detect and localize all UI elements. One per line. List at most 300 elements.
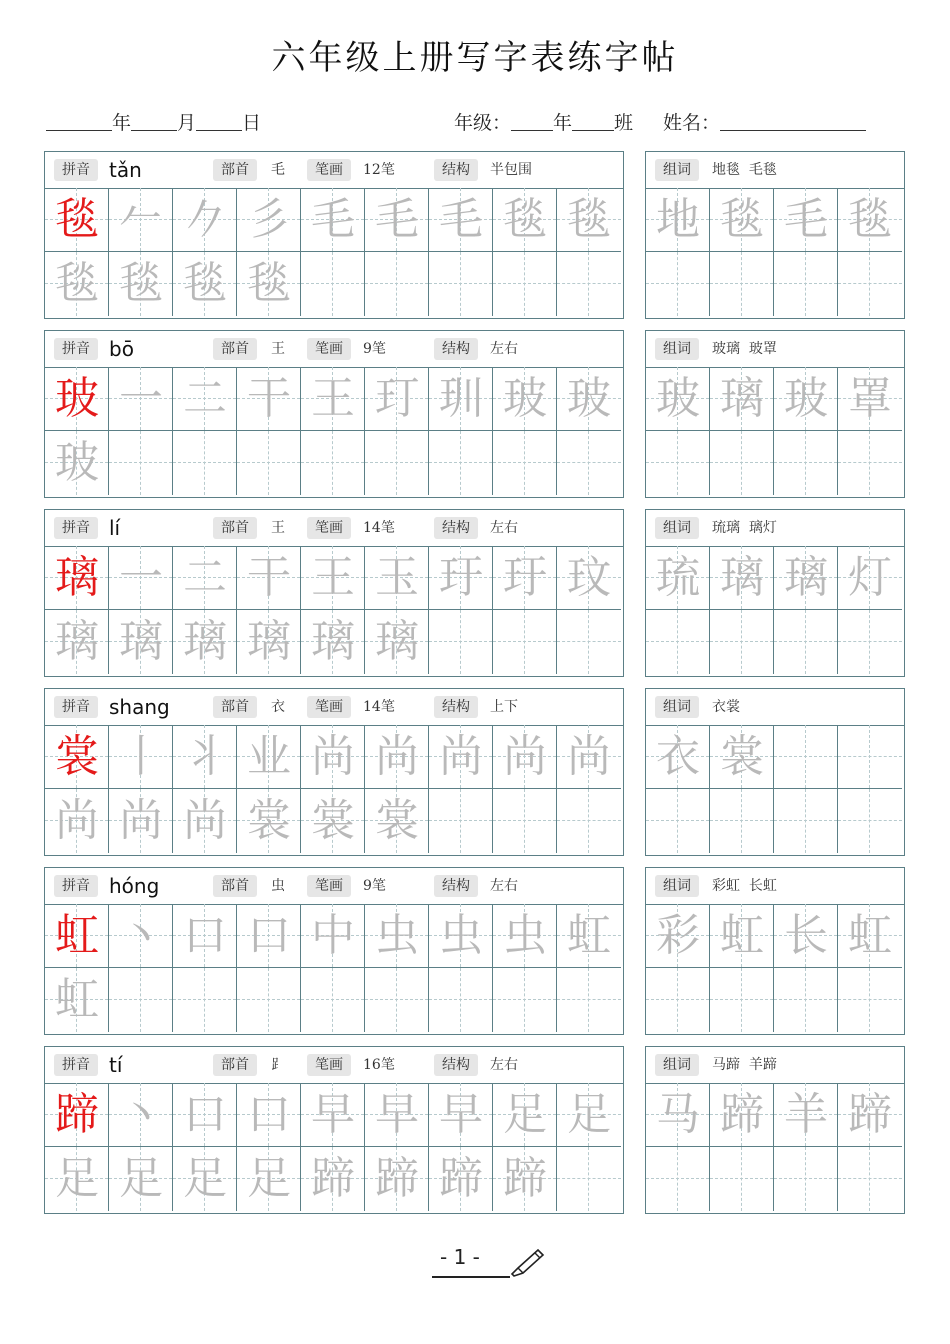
practice-cell[interactable]	[109, 789, 173, 853]
structure-value: 左右	[490, 1057, 518, 1073]
word-character: 蹄	[720, 1089, 764, 1140]
practice-cell[interactable]	[429, 1083, 493, 1147]
model-character-cell[interactable]	[45, 904, 109, 968]
words-tag: 组词	[655, 696, 699, 718]
words-value: 玻璃 玻罩	[712, 341, 777, 357]
practice-cell[interactable]	[365, 610, 429, 674]
practice-cell[interactable]	[301, 610, 365, 674]
word-practice-cell[interactable]	[710, 431, 774, 495]
practice-cell[interactable]	[365, 725, 429, 789]
word-practice-cell[interactable]	[838, 546, 902, 610]
practice-cell[interactable]	[493, 252, 557, 316]
model-character-cell[interactable]	[45, 1083, 109, 1147]
practice-cell[interactable]	[493, 725, 557, 789]
word-block	[645, 330, 905, 498]
stroke-step-character: 早	[375, 1089, 419, 1140]
character-info-bar	[45, 510, 623, 547]
practice-cell[interactable]	[45, 1147, 109, 1211]
practice-cell[interactable]	[237, 610, 301, 674]
practice-cell[interactable]	[173, 367, 237, 431]
stroke-step-character: 早	[439, 1089, 483, 1140]
stroke-step-character: 早	[311, 1089, 355, 1140]
word-character: 长	[784, 910, 828, 961]
word-character: 毛	[784, 194, 828, 245]
stroke-step-character: 虫	[503, 910, 547, 961]
practice-cell[interactable]	[493, 431, 557, 495]
word-character: 羊	[784, 1089, 828, 1140]
word-practice-cell[interactable]	[838, 1147, 902, 1211]
stroke-step-character: 毯	[55, 258, 99, 309]
word-block	[645, 688, 905, 856]
practice-cell[interactable]	[301, 789, 365, 853]
class-blank[interactable]	[572, 112, 614, 131]
word-practice-cell[interactable]	[774, 1147, 838, 1211]
practice-cell[interactable]	[301, 904, 365, 968]
practice-cell[interactable]	[365, 252, 429, 316]
word-practice-cell[interactable]	[838, 431, 902, 495]
model-character-cell[interactable]	[45, 546, 109, 610]
practice-cell[interactable]	[365, 968, 429, 1032]
word-character: 毯	[848, 194, 892, 245]
stroke-step-character: 毯	[567, 194, 611, 245]
word-practice-cell[interactable]	[710, 610, 774, 674]
page-number-underline	[432, 1276, 510, 1278]
practice-cell[interactable]	[557, 546, 621, 610]
practice-cell[interactable]	[493, 1147, 557, 1211]
practice-cell[interactable]	[301, 188, 365, 252]
structure-tag: 结构	[434, 696, 478, 718]
word-practice-cell[interactable]	[646, 1083, 710, 1147]
word-character: 地	[656, 194, 700, 245]
pinyin-tag: 拼音	[54, 1054, 98, 1076]
word-character: 玻	[656, 373, 700, 424]
practice-cell[interactable]	[301, 367, 365, 431]
word-info-bar	[646, 510, 904, 547]
practice-cell[interactable]	[237, 789, 301, 853]
stroke-step-character: 玔	[439, 373, 483, 424]
word-practice-cell[interactable]	[710, 968, 774, 1032]
word-practice-cell[interactable]	[838, 904, 902, 968]
stroke-step-character: 口	[183, 1089, 227, 1140]
word-practice-cell[interactable]	[838, 188, 902, 252]
stroke-step-character: 玻	[567, 373, 611, 424]
pinyin-tag: 拼音	[54, 696, 98, 718]
name-blank[interactable]	[720, 112, 866, 131]
word-practice-cell[interactable]	[646, 789, 710, 853]
word-practice-cell[interactable]	[646, 188, 710, 252]
practice-cell[interactable]	[557, 367, 621, 431]
practice-cell[interactable]	[109, 610, 173, 674]
character-block	[44, 688, 624, 856]
word-practice-cell[interactable]	[646, 725, 710, 789]
character-info-bar	[45, 1047, 623, 1084]
practice-cell[interactable]	[109, 546, 173, 610]
practice-cell[interactable]	[429, 904, 493, 968]
practice-cell[interactable]	[429, 188, 493, 252]
practice-cell[interactable]	[429, 725, 493, 789]
year-label: 年	[112, 112, 132, 134]
practice-cell[interactable]	[173, 431, 237, 495]
word-practice-cell[interactable]	[838, 968, 902, 1032]
stroke-step-character: 口	[183, 910, 227, 961]
practice-cell[interactable]	[365, 904, 429, 968]
practice-cell[interactable]	[429, 968, 493, 1032]
stroke-step-character: 口	[247, 910, 291, 961]
practice-cell[interactable]	[45, 968, 109, 1032]
practice-cell[interactable]	[173, 789, 237, 853]
stroke-step-character: 𠂊	[183, 194, 227, 245]
strokes-tag: 笔画	[307, 159, 351, 181]
practice-cell[interactable]	[493, 789, 557, 853]
stroke-step-character: 璃	[183, 616, 227, 667]
word-practice-cell[interactable]	[710, 725, 774, 789]
practice-cell[interactable]	[237, 252, 301, 316]
strokes-value: 12笔	[363, 162, 395, 178]
practice-cell[interactable]	[301, 968, 365, 1032]
word-practice-cell[interactable]	[774, 367, 838, 431]
word-practice-cell[interactable]	[774, 725, 838, 789]
stroke-step-character: 毛	[439, 194, 483, 245]
stroke-step-character: 丬	[183, 731, 227, 782]
character-info-bar	[45, 331, 623, 368]
practice-cell[interactable]	[109, 725, 173, 789]
word-character: 裳	[720, 731, 764, 782]
model-character-cell[interactable]	[45, 367, 109, 431]
word-character: 虹	[720, 910, 764, 961]
pinyin-tag: 拼音	[54, 159, 98, 181]
stroke-step-character: 璃	[247, 616, 291, 667]
practice-cell[interactable]	[301, 1147, 365, 1211]
stroke-step-character: 尚	[119, 795, 163, 846]
word-practice-cell[interactable]	[710, 789, 774, 853]
word-practice-cell[interactable]	[710, 904, 774, 968]
practice-cell[interactable]	[109, 188, 173, 252]
practice-cell[interactable]	[429, 252, 493, 316]
word-info-bar	[646, 689, 904, 726]
practice-cell[interactable]	[557, 904, 621, 968]
structure-tag: 结构	[434, 338, 478, 360]
radical-value: 王	[271, 520, 285, 536]
word-info-bar	[646, 331, 904, 368]
practice-cell[interactable]	[429, 789, 493, 853]
stroke-step-character: 丨	[119, 731, 163, 782]
words-value: 琉璃 璃灯	[712, 520, 777, 536]
stroke-step-character: 尚	[55, 795, 99, 846]
word-practice-cell[interactable]	[710, 1083, 774, 1147]
strokes-tag: 笔画	[307, 1054, 351, 1076]
practice-cell[interactable]	[237, 367, 301, 431]
practice-cell[interactable]	[237, 1147, 301, 1211]
stroke-step-character: 业	[247, 731, 291, 782]
word-practice-cell[interactable]	[774, 1083, 838, 1147]
structure-tag: 结构	[434, 159, 478, 181]
words-tag: 组词	[655, 875, 699, 897]
radical-value: 虫	[271, 878, 285, 894]
stroke-step-character: 一	[119, 552, 163, 603]
practice-cell[interactable]	[301, 252, 365, 316]
word-practice-cell[interactable]	[646, 904, 710, 968]
word-character: 璃	[720, 373, 764, 424]
practice-cell[interactable]	[173, 252, 237, 316]
word-character: 璃	[720, 552, 764, 603]
stroke-step-character: 尚	[439, 731, 483, 782]
month-label: 月	[177, 112, 197, 134]
practice-cell[interactable]	[237, 904, 301, 968]
pen-icon	[508, 1248, 546, 1282]
practice-cell[interactable]	[173, 188, 237, 252]
model-character-cell[interactable]	[45, 188, 109, 252]
stroke-step-character: 丶	[119, 910, 163, 961]
practice-cell[interactable]	[173, 1147, 237, 1211]
model-character-cell[interactable]	[45, 725, 109, 789]
pinyin-value: lí	[109, 516, 121, 540]
practice-cell[interactable]	[301, 1083, 365, 1147]
model-character: 璃	[55, 552, 99, 603]
word-character: 灯	[848, 552, 892, 603]
word-info-bar	[646, 868, 904, 905]
practice-cell[interactable]	[301, 431, 365, 495]
word-practice-cell[interactable]	[838, 252, 902, 316]
stroke-step-character: 璃	[119, 616, 163, 667]
word-practice-cell[interactable]	[838, 610, 902, 674]
stroke-step-character: 二	[183, 552, 227, 603]
practice-cell[interactable]	[557, 188, 621, 252]
words-tag: 组词	[655, 1054, 699, 1076]
practice-cell[interactable]	[237, 1083, 301, 1147]
word-practice-cell[interactable]	[646, 610, 710, 674]
practice-cell[interactable]	[557, 789, 621, 853]
stroke-step-character: 蹄	[503, 1153, 547, 1204]
stroke-step-character: 裳	[311, 795, 355, 846]
practice-cell[interactable]	[365, 1083, 429, 1147]
grade-year-label: 年	[553, 112, 573, 134]
word-practice-cell[interactable]	[710, 546, 774, 610]
page-title: 六年级上册写字表练字帖	[271, 38, 679, 78]
practice-cell[interactable]	[429, 431, 493, 495]
word-practice-cell[interactable]	[774, 789, 838, 853]
practice-cell[interactable]	[493, 904, 557, 968]
stroke-step-character: 足	[503, 1089, 547, 1140]
stroke-step-character: 蹄	[375, 1153, 419, 1204]
word-practice-cell[interactable]	[774, 546, 838, 610]
character-info-bar	[45, 152, 623, 189]
word-practice-cell[interactable]	[710, 188, 774, 252]
word-practice-cell[interactable]	[774, 968, 838, 1032]
word-practice-cell[interactable]	[646, 367, 710, 431]
stroke-step-character: 玉	[375, 552, 419, 603]
structure-value: 左右	[490, 341, 518, 357]
practice-cell[interactable]	[173, 968, 237, 1032]
practice-cell[interactable]	[109, 431, 173, 495]
practice-cell[interactable]	[237, 431, 301, 495]
practice-cell[interactable]	[109, 252, 173, 316]
practice-cell[interactable]	[493, 968, 557, 1032]
grade-label: 年级：	[454, 112, 512, 134]
year-blank[interactable]	[46, 112, 112, 131]
practice-cell[interactable]	[301, 546, 365, 610]
word-character: 蹄	[848, 1089, 892, 1140]
word-practice-cell[interactable]	[646, 968, 710, 1032]
stroke-step-character: 玻	[55, 437, 99, 488]
practice-cell[interactable]	[109, 1147, 173, 1211]
practice-cell[interactable]	[493, 188, 557, 252]
word-practice-cell[interactable]	[838, 725, 902, 789]
practice-cell[interactable]	[429, 546, 493, 610]
word-practice-cell[interactable]	[838, 367, 902, 431]
radical-tag: 部首	[213, 696, 257, 718]
strokes-value: 14笔	[363, 520, 395, 536]
page-number: - 1 -	[440, 1245, 480, 1269]
model-character: 毯	[55, 194, 99, 245]
practice-cell[interactable]	[365, 367, 429, 431]
practice-cell[interactable]	[173, 610, 237, 674]
structure-value: 左右	[490, 520, 518, 536]
word-practice-cell[interactable]	[774, 904, 838, 968]
practice-cell[interactable]	[237, 546, 301, 610]
stroke-step-character: 毛	[375, 194, 419, 245]
character-block	[44, 867, 624, 1035]
practice-cell[interactable]	[557, 610, 621, 674]
practice-cell[interactable]	[365, 546, 429, 610]
word-character: 马	[656, 1089, 700, 1140]
practice-cell[interactable]	[557, 968, 621, 1032]
practice-cell[interactable]	[109, 367, 173, 431]
stroke-step-character: 足	[55, 1153, 99, 1204]
pinyin-value: hóng	[109, 874, 160, 898]
word-practice-cell[interactable]	[774, 431, 838, 495]
practice-cell[interactable]	[557, 1083, 621, 1147]
practice-cell[interactable]	[237, 725, 301, 789]
practice-cell[interactable]	[429, 1147, 493, 1211]
stroke-step-character: 玗	[439, 552, 483, 603]
radical-tag: 部首	[213, 338, 257, 360]
practice-cell[interactable]	[45, 789, 109, 853]
word-practice-cell[interactable]	[838, 1083, 902, 1147]
stroke-step-character: 璃	[55, 616, 99, 667]
stroke-step-character: 尚	[311, 731, 355, 782]
stroke-step-character: 尚	[567, 731, 611, 782]
words-value: 地毯 毛毯	[712, 162, 777, 178]
day-blank[interactable]	[196, 112, 242, 131]
model-character: 玻	[55, 373, 99, 424]
word-character: 虹	[848, 910, 892, 961]
word-practice-cell[interactable]	[710, 1147, 774, 1211]
pinyin-tag: 拼音	[54, 338, 98, 360]
word-info-bar	[646, 1047, 904, 1084]
word-practice-cell[interactable]	[646, 546, 710, 610]
character-block	[44, 509, 624, 677]
stroke-step-character: 干	[247, 552, 291, 603]
structure-tag: 结构	[434, 1054, 478, 1076]
word-practice-cell[interactable]	[774, 610, 838, 674]
practice-cell[interactable]	[109, 968, 173, 1032]
practice-cell[interactable]	[301, 725, 365, 789]
word-practice-cell[interactable]	[838, 789, 902, 853]
pinyin-tag: 拼音	[54, 517, 98, 539]
stroke-step-character: 玗	[503, 552, 547, 603]
word-practice-cell[interactable]	[710, 367, 774, 431]
practice-cell[interactable]	[365, 1147, 429, 1211]
practice-cell[interactable]	[173, 1083, 237, 1147]
practice-cell[interactable]	[557, 431, 621, 495]
stroke-step-character: 丶	[119, 1089, 163, 1140]
practice-cell[interactable]	[429, 610, 493, 674]
stroke-step-character: 彡	[247, 194, 291, 245]
word-block	[645, 151, 905, 319]
structure-value: 上下	[490, 699, 518, 715]
practice-cell[interactable]	[365, 431, 429, 495]
word-block	[645, 1046, 905, 1214]
pinyin-value: tǎn	[109, 158, 142, 182]
stroke-step-character: 足	[247, 1153, 291, 1204]
radical-tag: 部首	[213, 159, 257, 181]
practice-cell[interactable]	[365, 789, 429, 853]
practice-cell[interactable]	[109, 904, 173, 968]
stroke-step-character: 虫	[439, 910, 483, 961]
practice-cell[interactable]	[45, 431, 109, 495]
practice-cell[interactable]	[493, 610, 557, 674]
pinyin-tag: 拼音	[54, 875, 98, 897]
words-tag: 组词	[655, 338, 699, 360]
words-value: 马蹄 羊蹄	[712, 1057, 777, 1073]
word-practice-cell[interactable]	[774, 252, 838, 316]
practice-cell[interactable]	[429, 367, 493, 431]
word-practice-cell[interactable]	[646, 1147, 710, 1211]
grade-blank[interactable]	[511, 112, 553, 131]
strokes-value: 9笔	[363, 341, 386, 357]
word-practice-cell[interactable]	[646, 431, 710, 495]
word-info-bar	[646, 152, 904, 189]
model-character: 蹄	[55, 1089, 99, 1140]
structure-tag: 结构	[434, 875, 478, 897]
word-practice-cell[interactable]	[774, 188, 838, 252]
practice-cell[interactable]	[493, 1083, 557, 1147]
practice-cell[interactable]	[173, 904, 237, 968]
practice-cell[interactable]	[173, 546, 237, 610]
practice-cell[interactable]	[45, 610, 109, 674]
practice-cell[interactable]	[557, 252, 621, 316]
word-character: 璃	[784, 552, 828, 603]
stroke-step-character: 璃	[375, 616, 419, 667]
practice-cell[interactable]	[109, 1083, 173, 1147]
character-block	[44, 330, 624, 498]
practice-cell[interactable]	[45, 252, 109, 316]
month-blank[interactable]	[131, 112, 177, 131]
practice-cell[interactable]	[557, 1147, 621, 1211]
character-info-bar	[45, 868, 623, 905]
word-practice-cell[interactable]	[710, 252, 774, 316]
words-value: 彩虹 长虹	[712, 878, 777, 894]
stroke-step-character: 一	[119, 373, 163, 424]
strokes-value: 9笔	[363, 878, 386, 894]
strokes-value: 16笔	[363, 1057, 395, 1073]
practice-cell[interactable]	[365, 188, 429, 252]
practice-cell[interactable]	[493, 546, 557, 610]
practice-cell[interactable]	[173, 725, 237, 789]
stroke-step-character: 蹄	[311, 1153, 355, 1204]
words-tag: 组词	[655, 517, 699, 539]
pinyin-value: shang	[109, 695, 170, 719]
practice-cell[interactable]	[493, 367, 557, 431]
practice-cell[interactable]	[237, 188, 301, 252]
stroke-step-character: 毯	[183, 258, 227, 309]
practice-cell[interactable]	[237, 968, 301, 1032]
strokes-value: 14笔	[363, 699, 395, 715]
word-practice-cell[interactable]	[646, 252, 710, 316]
practice-cell[interactable]	[557, 725, 621, 789]
date-row	[46, 108, 261, 135]
pinyin-value: tí	[109, 1053, 123, 1077]
